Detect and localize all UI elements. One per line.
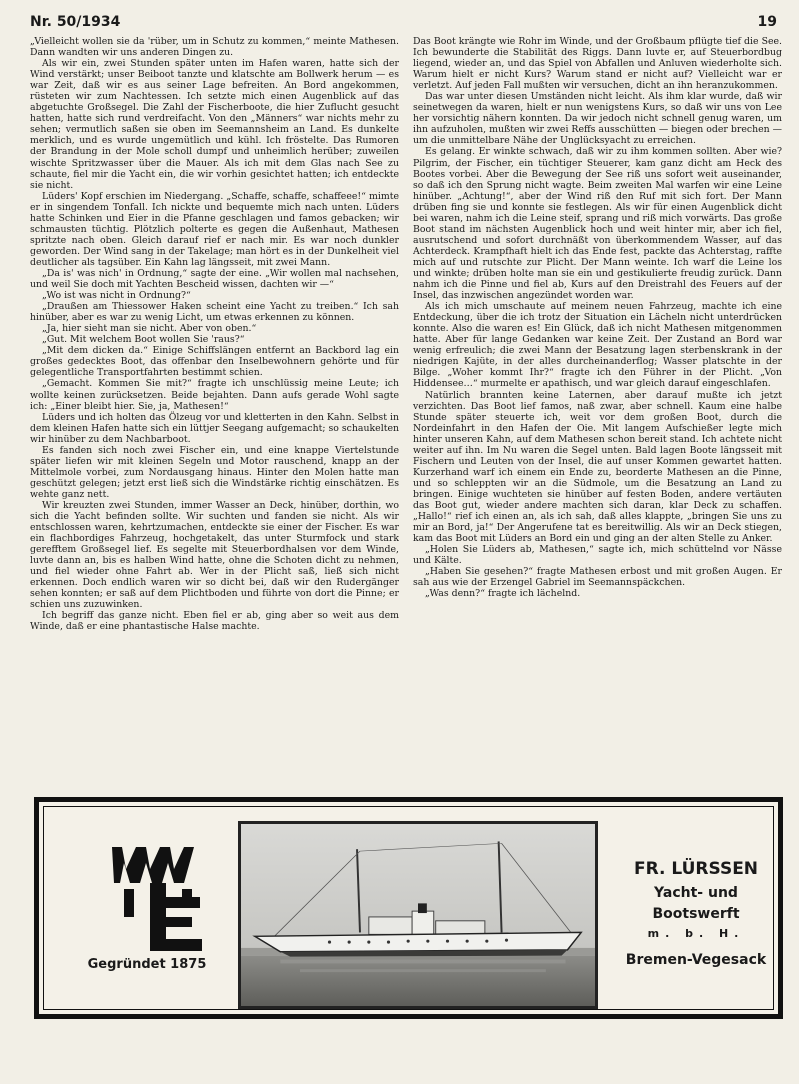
company-name: FR. LÜRSSEN [633,859,759,879]
luerssen-advertisement [34,797,783,1019]
paragraph: Es gelang. Er winkte schwach, daß wir zu ihm kommen sollten. Aber wie? Pilgrim, der Fischer, ein tüchtiger Steuerer, kam ganz dicht am Heck des Bootes vorbei. Aber die Bewegung der See riß uns sofort weit auseinander, so daß ich den Sprung nicht wagte. Beim zweiten Mal warfen wir eine Leine hinüber. „Achtung!“, aber der Wind riß den Ruf mit sich fort. Der Mann drüben fing sie und konnte sie festlegen. Als wir für einen Augenblick dicht bei waren, nahm ich die Leine steif, sprang und riß mich vorwärts. Das große Boot stand im nächsten Augenblick hoch und weit hinter mir, aber ich fiel, ausrutschend und sofort durchnäßt von überkommendem Wasser, auf das Achterdeck. Krampfhaft hielt ich das Ende fest, packte das Achterstag, raffte mich auf und rutschte zur Plicht. Der Mann weinte. Ich warf die Leine los und winkte; drüben holte man sie ein und gestikulierte freudig zurück. Dann nahm ich die Pinne und fiel ab, Kurs auf den Dreistrahl des Feuers auf der Insel, das inzwischen angezündet worden war. [413,146,782,302]
page-number: 19 [757,14,777,30]
advertisement-frame [43,806,774,1010]
issue-number: Nr. 50/1934 [30,14,121,30]
paragraph: Es fanden sich noch zwei Fischer ein, und eine knappe Viertelstunde später liefen wir mit kleinen Segeln und Motor rauschend, knapp an der Mittelmole vorbei, zum Nordausgang hinaus. Hinter den Molen hatte man geschützt gelegen; jetzt erst ließ sich die Windstärke richtig einschätzen. Es wehte ganz nett. [30,444,399,500]
article-body [30,36,782,788]
paragraph: „Holen Sie Lüders ab, Mathesen,“ sagte ich, mich schüttelnd vor Nässe und Kälte. [413,544,782,567]
paragraph: Wir kreuzten zwei Stunden, immer Wasser an Deck, hinüber, dorthin, wo sich die Yacht befinden sollte. Wir suchten und fanden sie nicht. Als wir entschlossen waren, kehrtzumachen, entdeckte sie einer der Fischer. Es war ein flachbordiges Fahrzeug, hochgetakelt, das unter Sturmfock und stark gerefftem Großsegel lief. Es segelte mit Steuerbordhalsen vor dem Winde, luvte dann an, bis es halben Wind hatte, ohne die Schoten dicht zu nehmen, und fiel wieder ohne Fahrt ab. Wer in der Plicht saß, ließ sich nicht erkennen. Doch endlich waren wir so dicht bei, daß wir den Rudergänger sehen konnten; er saß auf dem Plichtboden und führte von dort die Pinne; er schien uns zuzuwinken. [30,499,399,611]
paragraph: Als wir ein, zwei Stunden später unten im Hafen waren, hatte sich der Wind verstärkt; unser Beiboot tanzte und klatschte am Bollwerk herum — es war Zeit, daß wir es aus seiner Lage befreiten. An Bord angekommen, rüsteten wir zum Nachtessen. Ich setzte mich einen Augenblick auf das abgetuchte Großsegel. Die Zahl der Fischerboote, die hier Zuflucht gesucht hatten, hatte sich rund verdreifacht. Von den „Männers“ war nichts mehr zu sehen; vermutlich saßen sie oben im Seemannsheim an Land. Es dunkelte merklich, und es wurde ungemütlich und kühl. Ich fröstelte. Das Rumoren der Brandung in der Mole scholl dumpf und unheimlich herüber; zuweilen wischte Spritzwasser über die Mauer. Als ich mit dem Glas nach See zu schaute, fiel mir die Yacht ein, die wir vorhin gesichtet hatten; ich entdeckte sie nicht. [30,58,399,191]
paragraph: Lüders und ich holten das Ölzeug vor und kletterten in den Kahn. Selbst in dem kleinen Hafen hatte sich ein lüttjer Seegang aufgemacht; so schaukelten wir hinüber zu dem Nachbarboot. [30,411,399,445]
page-header [30,8,777,30]
paragraph: „Da is' was nich' in Ordnung,“ sagte der eine. „Wir wollen mal nachsehen, und weil Sie doch mit Yachten Bescheid wissen, dachten wir —“ [30,267,399,291]
paragraph: „Vielleicht wollen sie da 'rüber, um in Schutz zu kommen,“ meinte Mathesen. Dann wandten wir uns anderen Dingen zu. [30,36,399,59]
paragraph: Als ich mich umschaute auf meinem neuen Fahrzeug, machte ich eine Entdeckung, über die ich trotz der Situation ein Lächeln nicht unterdrücken konnte. Also die waren es! Ein Glück, daß ich nicht Mathesen mitgenommen hatte. Aber für lange Gedanken war keine Zeit. Der Zustand an Bord war wenig erfreulich; die zwei Mann der Besatzung lagen sterbenskrank in der niedrigen Kajüte, in der alles durcheinanderflog; Wasser platschte in der Bilge. „Woher kommt Ihr?“ fragte ich den Führer in der Plicht. „Von Hiddensee…“ murmelte er apathisch, und war gleich darauf eingeschlafen. [413,301,782,390]
paragraph: „Gut. Mit welchem Boot wollen Sie 'raus?“ [42,334,245,346]
founded-year: Gegründet 1875 [87,957,207,972]
paragraph: „Was denn?“ fragte ich lächelnd. [425,588,581,600]
company-location: Bremen-Vegesack [625,952,767,968]
article-column-right [413,36,782,788]
paragraph: Natürlich brannten keine Laternen, aber darauf mußte ich jetzt verzichten. Das Boot lief famos, naß zwar, aber schnell. Kaum eine halbe Stunde später steuerte ich, weit vor dem großen Boot, durch die Nordeinfahrt in den Hafen der Oie. Mit langem Aufschießer legte mich hinter unseren Kahn, auf dem Mathesen schon bereit stand. Ich achtete nicht weiter auf ihn. Im Nu waren die Segel unten. Bald lagen Boote längsseit mit Fischern und Leuten von der Insel, die auf unser Kommen gewartet hatten. Kurzerhand warf ich einem ein Ende zu, beorderte Mathesen an die Pinne, und so schleppten wir an die Südmole, um die Besatzung an Land zu bringen. Einige wuchteten sie hinüber auf festen Boden, andere vertäuten das Boot gut, wieder andere machten sich daran, klar Deck zu schaffen. „Hallo!“ rief ich einen an, als ich sah, daß alles klappte, „bringen Sie uns zu mir an Bord, ja!“ Der Angerufene tat es bereitwillig. Als wir an Deck stiegen, kam das Boot mit Lüders an Bord ein und ging an der alten Stelle zu Anker. [413,389,782,545]
paragraph: Lüders' Kopf erschien im Niedergang. „Schaffe, schaffe, schaffeee!“ mimte er in singendem Tonfall. Ich nickte und bequemte mich nach unten. Lüders hatte Schinken und Eier in die Pfanne geschlagen und famos gebacken; wir schmausten tüchtig. Plötzlich polterte es gegen die Außenhaut, Mathesen spritzte nach oben. Gleich darauf rief er nach mir. Es war noch dunkler geworden. Der Wind sang in der Takelage; man hört es in der Dunkelheit viel deutlicher als tagsüber. Ein Kahn lag längsseit, mit zwei Mann. [30,190,399,268]
paragraph: Das Boot krängte wie Rohr im Winde, und der Großbaum pflügte tief die See. Ich bewunderte die Stabilität des Riggs. Dann luvte er, auf Steuerbordbug liegend, wieder an, und das Spiel von Abfallen und Anluven wiederholte sich. Warum hielt er nicht Kurs? Warum stand er nicht auf? Vielleicht war er verletzt. Auf jeden Fall mußten wir versuchen, dicht an ihn heranzukommen. [413,36,782,92]
paragraph: Ich begriff das ganze nicht. Eben fiel er ab, ging aber so weit aus dem Winde, daß er eine phantastische Halse machte. [30,610,399,633]
company-block [612,859,780,968]
company-line-2: Bootswerft [652,906,740,922]
company-line-1: Yacht- und [654,885,738,901]
luerssen-trident-logo-icon [104,839,214,959]
paragraph: „Mit dem dicken da.“ Einige Schiffslängen entfernt an Backbord lag ein großes gedecktes Boot, das offenbar den Inselbewohnern gehörte und für gelegentliche Transportfahrten bestimmt schien. [30,345,399,379]
paragraph: „Draußen am Thiessower Haken scheint eine Yacht zu treiben.“ Ich sah hinüber, aber es war zu wenig Licht, um etwas erkennen zu können. [30,301,399,324]
motor-yacht-photo [238,821,598,1009]
paragraph: „Gemacht. Kommen Sie mit?“ fragte ich unschlüssig meine Leute; ich wollte keinen zurücksetzen. Beide bejahten. Dann aufs gerade Wohl sagte ich: „Einer bleibt hier. Sie, ja, Mathesen!“ [30,378,399,412]
paragraph: „Ja, hier sieht man sie nicht. Aber von oben.“ [42,323,257,335]
paragraph: „Haben Sie gesehen?“ fragte Mathesen erbost und mit großen Augen. Er sah aus wie der Erzengel Gabriel im Seemannspäckchen. [413,566,782,589]
paragraph: „Wo ist was nicht in Ordnung?“ [42,290,191,302]
company-legal-form: m. b. H. [647,927,745,940]
paragraph: Das war unter diesen Umständen nicht leicht. Als ihm klar wurde, daß wir seinetwegen da waren, hielt er nun wenigstens Kurs, so daß wir uns von Lee her vorsichtig nähern konnten. Da wir jedoch nicht schnell genug waren, um ihn aufzuholen, mußten wir zwei Reffs ausschütten — biegen oder brechen — um die unmittelbare Nähe der Unglücksyacht zu erreichen. [413,91,782,147]
article-column-left [30,36,399,788]
